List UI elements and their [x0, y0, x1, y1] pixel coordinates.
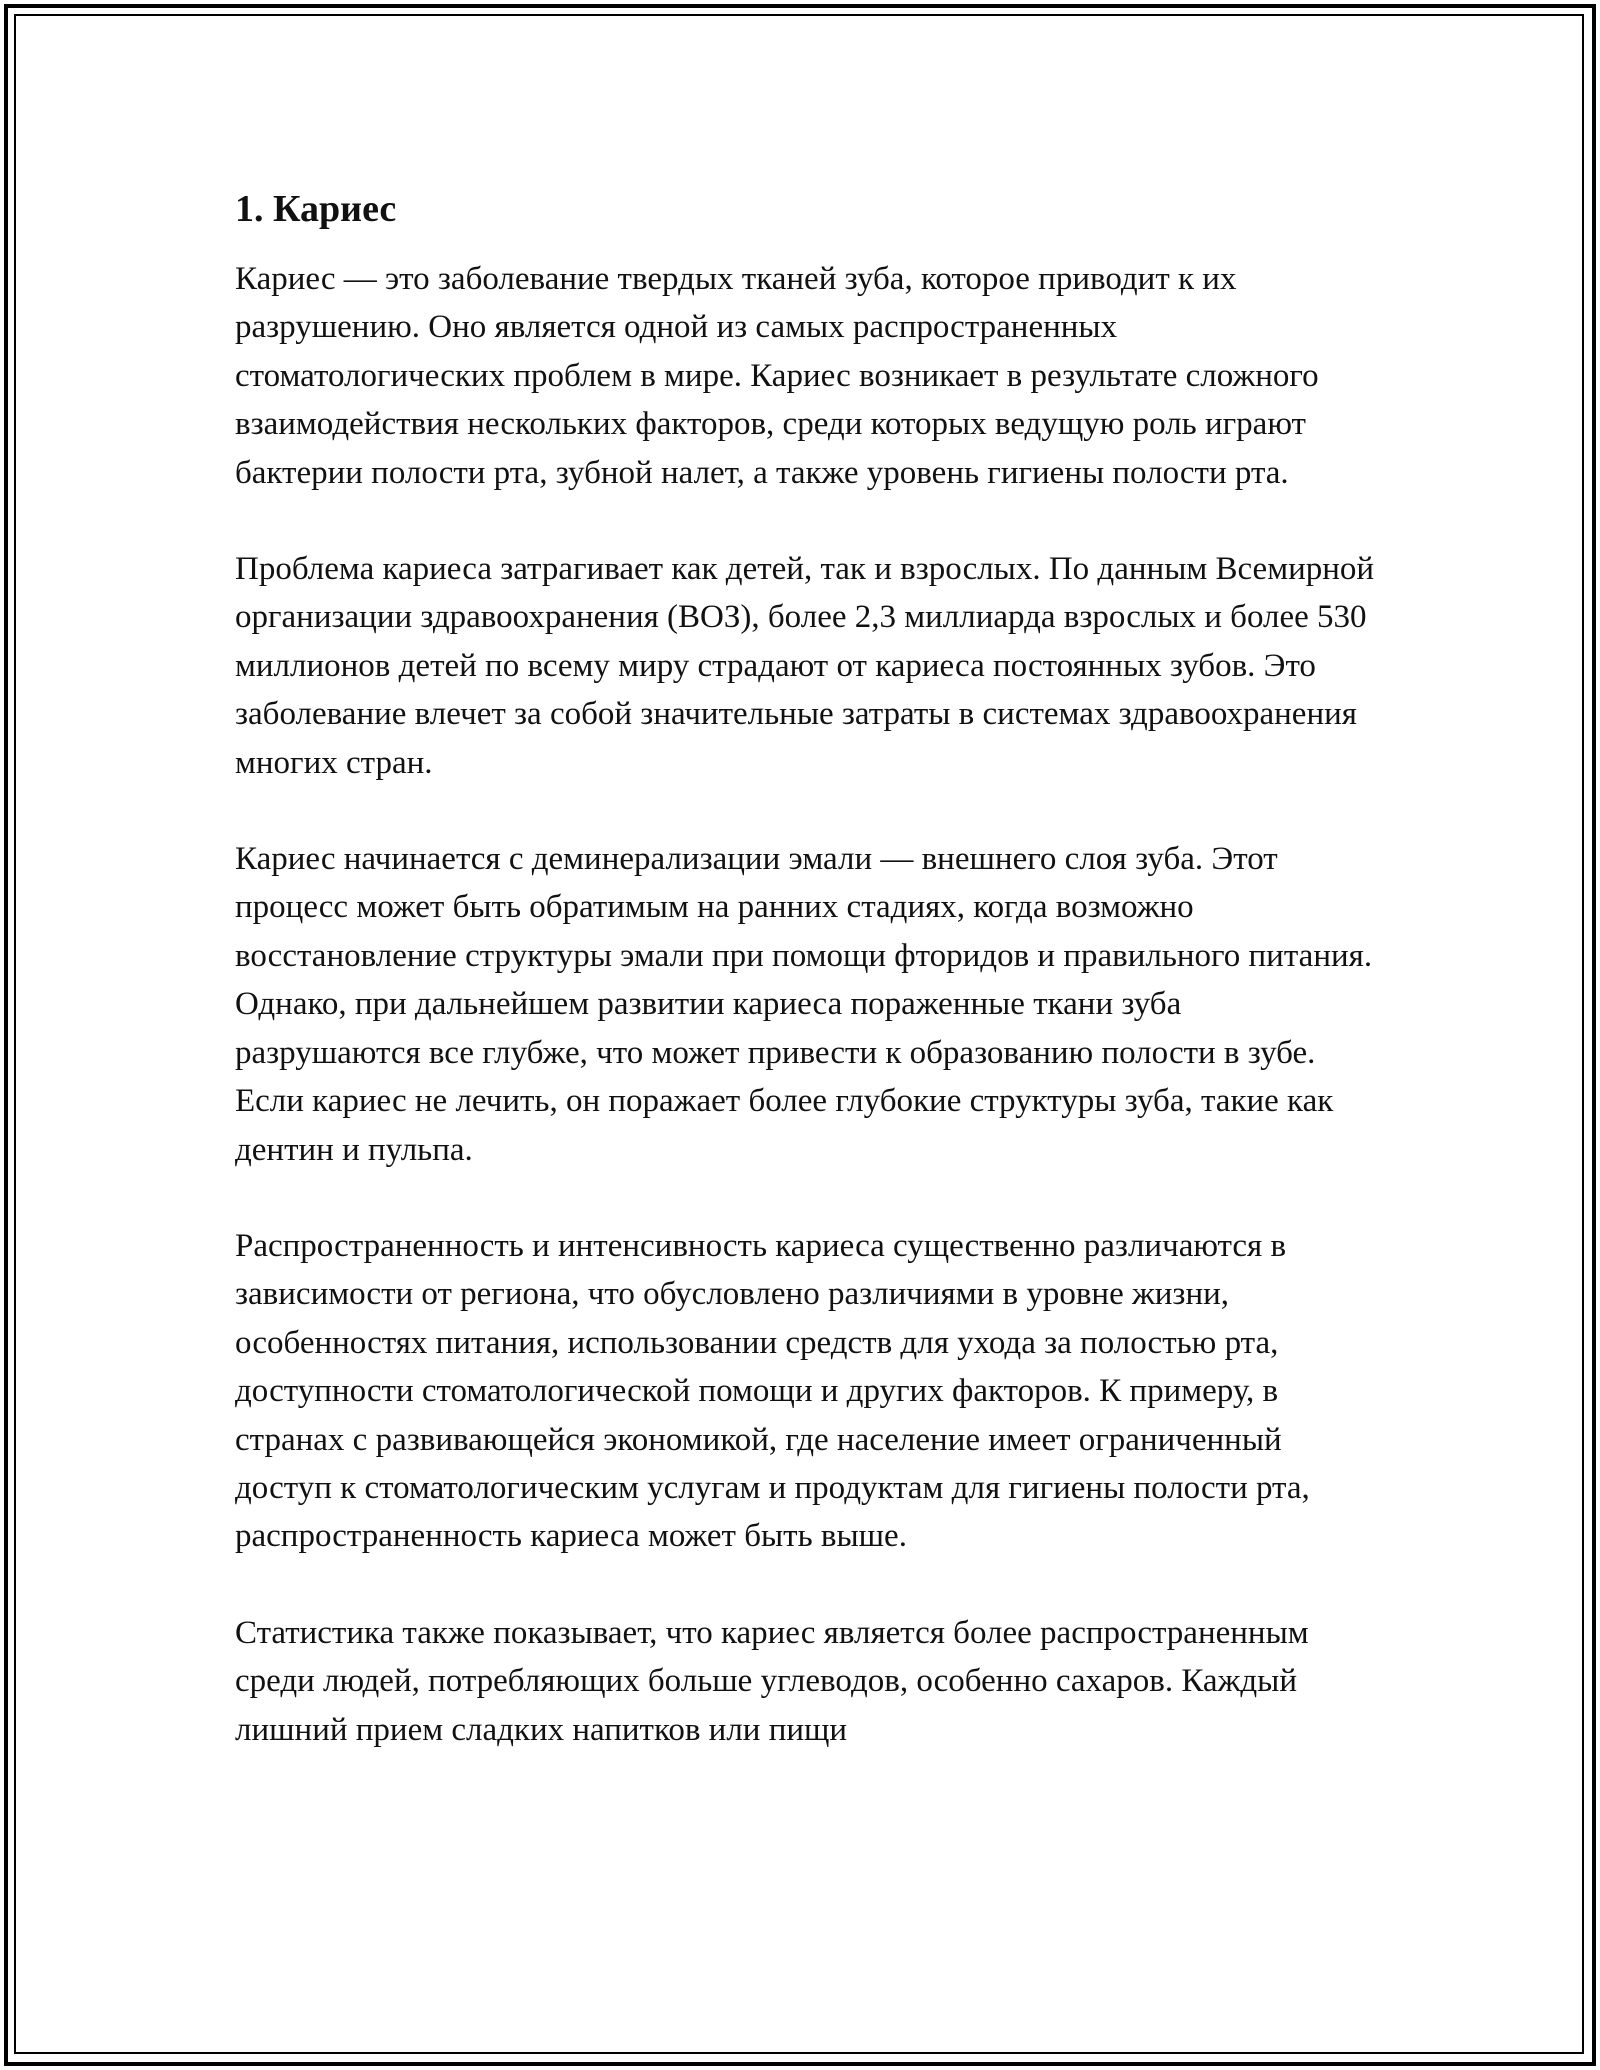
- paragraph-2: Проблема кариеса затрагивает как детей, так и взрослых. По данным Всемирной организации здравоохранения (ВОЗ), более 2,3 миллиарда взрослых и более 530 миллионов детей по всему миру страдают от кариеса постоянных зубов. Это заболевание влечет за собой значительные затраты в системах здравоохранения многих стран.: [235, 551, 1375, 781]
- document-body: [235, 185, 1375, 1802]
- paragraph-1: Кариес — это заболевание твердых тканей зуба, которое приводит к их разрушению. Оно является одной из самых распространенных стоматологических проблем в мире. Кариес возникает в результате сложного взаимодействия нескольких факторов, среди которых ведущую роль играют бактерии полости рта, зубной налет, а также уровень гигиены полости рта.: [235, 261, 1319, 491]
- paragraph-3: Кариес начинается с деминерализации эмали — внешнего слоя зуба. Этот процесс может быть обратимым на ранних стадиях, когда возможно восстановление структуры эмали при помощи фторидов и правильного питания. Однако, при дальнейшем развитии кариеса пораженные ткани зуба разрушаются все глубже, что может привести к образованию полости в зубе. Если кариес не лечить, он поражает более глубокие структуры зуба, такие как дентин и пульпа.: [235, 841, 1373, 1168]
- section-heading: 1. Кариес: [235, 188, 397, 230]
- paragraph-4: Распространенность и интенсивность кариеса существенно различаются в зависимости от региона, что обусловлено различиями в уровне жизни, особенностях питания, использовании средств для ухода за полостью рта, доступности стоматологической помощи и других факторов. К примеру, в странах с развивающейся экономикой, где население имеет ограниченный доступ к стоматологическим услугам и продуктам для гигиены полости рта, распространенность кариеса может быть выше.: [235, 1227, 1310, 1555]
- paragraph-5: Статистика также показывает, что кариес является более распространенным среди людей, потребляющих больше углеводов, особенно сахаров. Каждый лишний прием сладких напитков или пищи: [235, 1614, 1309, 1748]
